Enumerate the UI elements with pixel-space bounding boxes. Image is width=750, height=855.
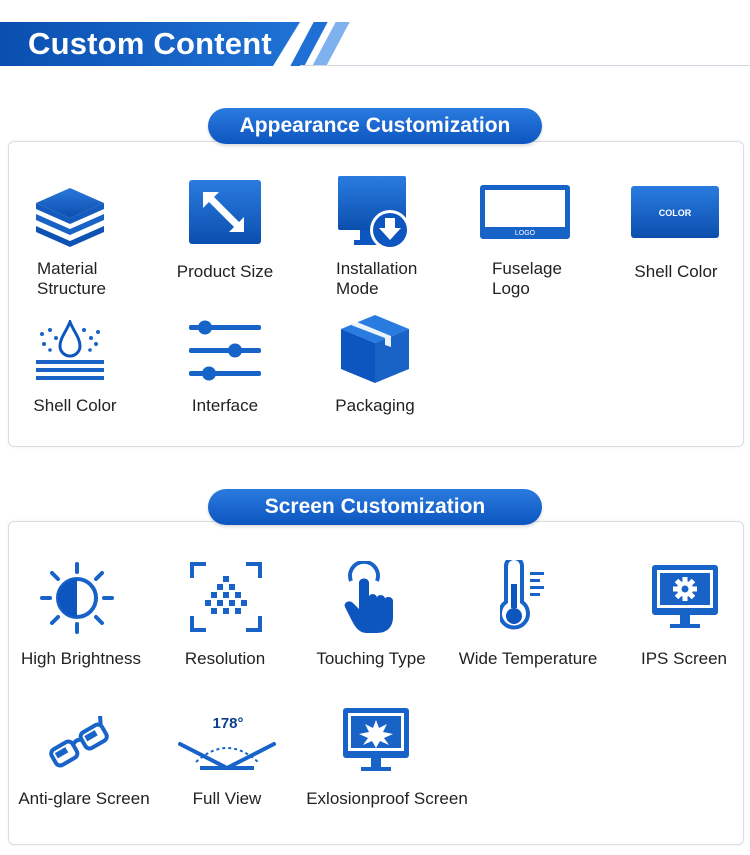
appearance-section-title: Appearance Customization xyxy=(208,108,542,144)
item-label-ips-screen: IPS Screen xyxy=(641,649,727,668)
item-label-high-brightness: High Brightness xyxy=(20,649,142,668)
color-icon-text: COLOR xyxy=(658,208,692,218)
monitor-gear-icon xyxy=(652,565,718,629)
item-label-exlosionproof-screen: Exlosionproof Screen xyxy=(306,789,468,808)
item-label-packaging: Packaging xyxy=(335,396,415,415)
item-label-touching-type: Touching Type xyxy=(316,649,426,668)
resolution-icon xyxy=(190,562,262,632)
item-label-shell-color: Shell Color xyxy=(634,262,718,281)
resize-arrow-icon xyxy=(189,180,261,244)
item-label-resolution: Resolution xyxy=(184,649,266,668)
logo-screen-icon xyxy=(480,185,570,239)
item-label-interface: Interface xyxy=(191,396,259,415)
header-banner xyxy=(0,0,750,70)
logo-icon-text: LOGO xyxy=(514,230,536,237)
glasses-icon xyxy=(46,716,112,774)
brightness-icon xyxy=(40,562,114,634)
box-icon xyxy=(339,315,411,383)
item-label-shell-color-2: Shell Color xyxy=(33,396,117,415)
thermometer-icon xyxy=(500,560,550,632)
sliders-icon xyxy=(189,318,261,382)
layers-icon xyxy=(34,176,106,248)
monitor-download-icon xyxy=(338,176,414,250)
item-label-product-size: Product Size xyxy=(176,262,274,281)
explosion-screen-icon xyxy=(343,708,409,772)
page-title: Custom Content xyxy=(28,26,272,61)
item-label-full-view: Full View xyxy=(192,789,262,808)
item-label-fuselage-logo: Fuselage Logo xyxy=(492,259,562,298)
screen-section-title: Screen Customization xyxy=(208,489,542,525)
viewing-angle-text: 178° xyxy=(212,715,244,732)
banner-divider xyxy=(300,65,750,66)
item-label-anti-glare-screen: Anti-glare Screen xyxy=(18,789,150,808)
item-label-installation-mode: Installation Mode xyxy=(336,259,418,298)
touch-hand-icon xyxy=(343,561,401,633)
item-label-wide-temperature: Wide Temperature xyxy=(458,649,598,668)
waterproof-drop-icon xyxy=(36,320,104,380)
item-label-material-structure: Material Structure xyxy=(37,259,106,298)
color-panel-icon xyxy=(631,186,721,238)
viewing-angle-icon xyxy=(178,712,276,772)
